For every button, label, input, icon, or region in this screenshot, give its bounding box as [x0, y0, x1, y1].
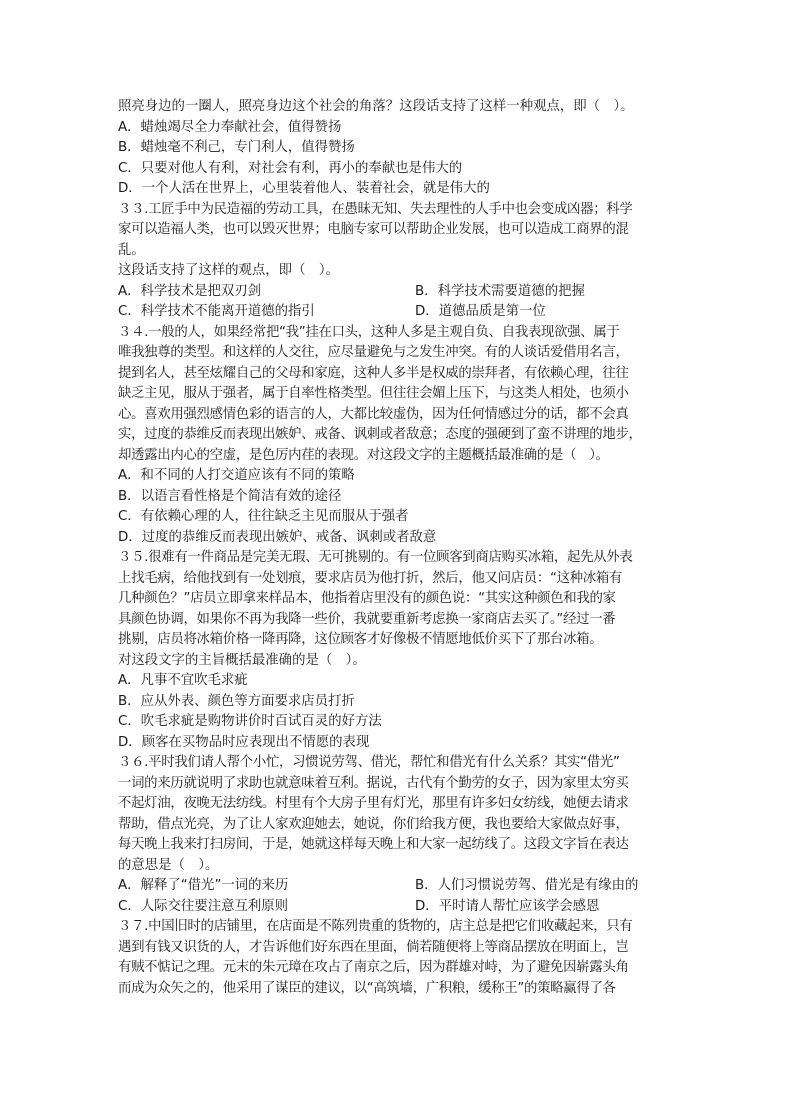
- q35-option-a: A．凡事不宜吹毛求疵: [118, 673, 248, 688]
- question-33-stem: 乱。: [118, 242, 145, 258]
- question-35-prompt: 对这段文字的主旨概括最准确的是（ ）。: [118, 652, 366, 668]
- question-37-stem: ３７.中国旧时的店铺里，在店面是不陈列贵重的货物的，店主总是把它们收藏起来，只有: [118, 919, 633, 934]
- question-34-stem: 缺乏主见，服从于强者，属于自率性格类型。但往往会媚上压下，与这类人相处，也须小: [118, 386, 629, 401]
- question-35-stem: ３５.很难有一件商品是完美无瑕、无可挑剔的。有一位顾客到商店购买冰箱，起先从外表: [118, 550, 633, 565]
- q35-option-c: C．吹毛求疵是购物讲价时百试百灵的好方法: [118, 714, 382, 729]
- q32-option-b: B．蜡烛毫不利己，专门利人，值得赞扬: [118, 140, 355, 155]
- exam-page: [118, 97, 678, 999]
- question-36-prompt: 的意思是（ ）。: [118, 857, 219, 873]
- question-34-stem: ３４.一般的人，如果经常把“我”挂在口头，这种人多是主观自负、自我表现欲强、属于: [118, 324, 620, 340]
- question-35-stem: 几种颜色？”店员立即拿来样品本，他指着店里没有的颜色说：“其实这种颜色和我的家: [118, 591, 616, 606]
- q33-options-row-1: [118, 282, 678, 303]
- question-33-stem: ３３.工匠手中为民造福的劳动工具，在愚昧无知、失去理性的人手中也会变成凶器；科学: [118, 201, 633, 217]
- q34-option-a: A．和不同的人打交道应该有不同的策略: [118, 468, 355, 483]
- q32-option-a: A．蜡烛竭尽全力奉献社会，值得赞扬: [118, 119, 342, 135]
- q36-option-a: A．解释了“借光”一词的来历: [118, 878, 289, 893]
- question-36-stem: 不起灯油，夜晚无法纺线。村里有个大房子里有灯光，那里有许多妇女纺线，她便去请求: [118, 796, 629, 811]
- q36-option-c: C．人际交往要注意互利原则: [118, 898, 289, 914]
- q33-option-d: D．道德品质是第一位: [415, 304, 546, 319]
- q34-option-d: D．过度的恭维反而表现出嫉妒、戒备、讽刺或者敌意: [118, 529, 437, 545]
- q33-option-a: A．科学技术是把双刃剑: [118, 283, 262, 299]
- question-35-stem: 上找毛病，给他找到有一处划痕，要求店员为他打折，然后，他又问店员：“这种冰箱有: [118, 570, 623, 586]
- question-34-stem: 唯我独尊的类型。和这样的人交往，应尽量避免与之发生冲突。有的人谈话爱借用名言，: [118, 345, 629, 360]
- question-34-stem: 实，过度的恭维反而表现出嫉妒、戒备、讽刺或者敌意；态度的强硬到了蛮不讲理的地步，: [118, 427, 642, 442]
- question-37-stem: 而成为众矢之的，他采用了谋臣的建议，以“高筑墙，广积粮，缓称王”的策略赢得了各: [118, 980, 616, 996]
- question-34-stem: 提到名人，甚至炫耀自己的父母和家庭，这种人多半是权威的崇拜者，有依赖心理，往往: [118, 365, 629, 381]
- q35-option-b: B．应从外表、颜色等方面要求店员打折: [118, 693, 355, 709]
- question-36-stem: 帮助，借点光亮，为了让人家欢迎她去，她说，你们给我方便，我也要给大家做点好事，: [118, 816, 629, 832]
- question-36-stem: 一词的来历就说明了求助也就意味着互利。据说，古代有个勤劳的女子，因为家里太穷买: [118, 775, 629, 791]
- question-34-stem: 心。喜欢用强烈感情色彩的语言的人，大都比较虚伪，因为任何情感过分的话，都不会真: [118, 406, 629, 422]
- q36-options-row-1: [118, 876, 678, 897]
- q33-option-b: B．科学技术需要道德的把握: [415, 283, 585, 299]
- question-33-prompt: 这段话支持了这样的观点，即（ ）。: [118, 263, 339, 278]
- question-33-stem: 家可以造福人类，也可以毁灭世界；电脑专家可以帮助企业发展，也可以造成工商界的混: [118, 222, 629, 237]
- question-37-stem: 遇到有钱又识货的人，才告诉他们好东西在里面，倘若随便将上等商品摆放在明面上，岂: [118, 939, 629, 955]
- question-34-stem: 却透露出内心的空虚，是色厉内荏的表现。对这段文字的主题概括最准确的是（ ）。: [118, 447, 609, 463]
- q33-option-c: C．科学技术不能离开道德的指引: [118, 304, 315, 319]
- q32-option-c: C．只要对他人有利，对社会有利，再小的奉献也是伟大的: [118, 160, 463, 176]
- q36-option-b: B．人们习惯说劳驾、借光是有缘由的: [415, 878, 639, 893]
- q36-options-row-2: [118, 897, 678, 918]
- question-37-stem: 有贼不惦记之理。元末的朱元璋在攻占了南京之后，因为群雄对峙，为了避免因崭露头角: [118, 960, 629, 975]
- q34-option-c: C．有依赖心理的人，往往缺乏主见而服从于强者: [118, 509, 409, 524]
- question-32-stem: 照亮身边的一圈人，照亮身边这个社会的角落？这段话支持了这样一种观点，即（ ）。: [118, 99, 634, 114]
- q35-option-d: D．顾客在买物品时应表现出不情愿的表现: [118, 734, 370, 750]
- question-35-stem: 挑剔，店员将冰箱价格一降再降，这位顾客才好像极不情愿地低价买下了那台冰箱。: [118, 632, 603, 647]
- q34-option-b: B．以语言看性格是个简洁有效的途径: [118, 488, 342, 504]
- q33-options-row-2: [118, 302, 678, 323]
- question-36-stem: ３６.平时我们请人帮个小忙，习惯说劳驾、借光，帮忙和借光有什么关系？其实“借光”: [118, 755, 620, 770]
- q36-option-d: D．平时请人帮忙应该学会感恩: [415, 898, 600, 914]
- question-36-stem: 每天晚上我来打扫房间，于是，她就这样每天晚上和大家一起纺线了。这段文字旨在表达: [118, 837, 629, 852]
- q32-option-d: D．一个人活在世界上，心里装着他人、装着社会，就是伟大的: [118, 181, 490, 196]
- question-35-stem: 具颜色协调，如果你不再为我降一些价，我就要重新考虑换一家商店去买了。”经过一番: [118, 611, 616, 627]
